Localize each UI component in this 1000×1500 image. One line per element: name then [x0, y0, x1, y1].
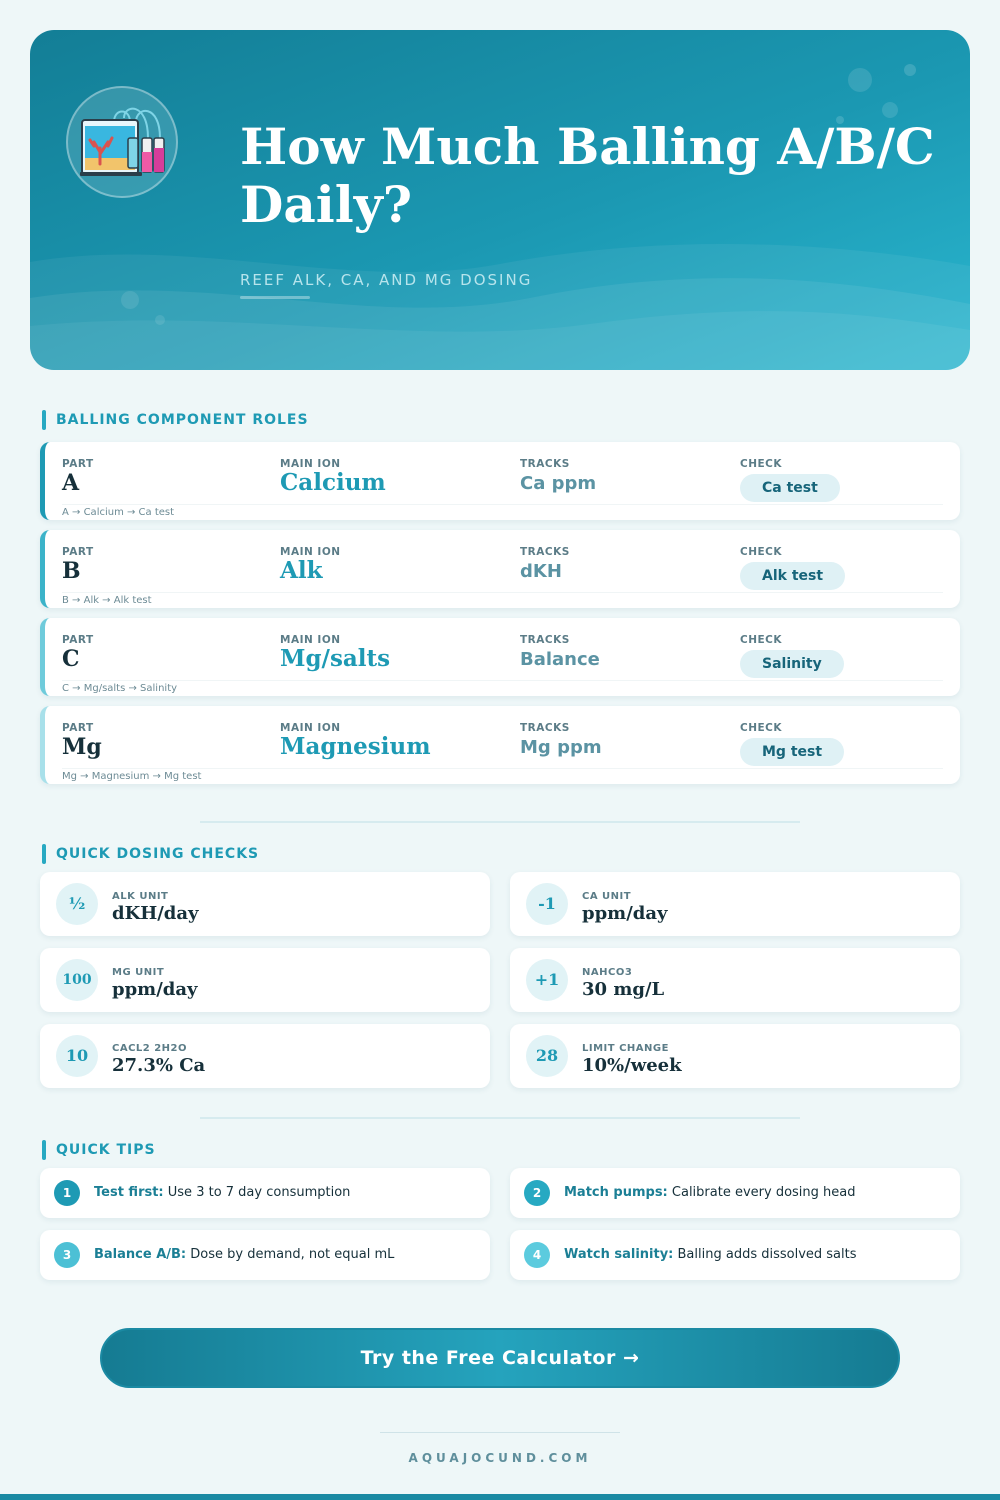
- ion-value: Mg/salts: [280, 645, 391, 672]
- divider: [200, 1117, 800, 1119]
- tracks-value: dKH: [520, 561, 562, 582]
- check-label: CA UNIT: [582, 891, 632, 902]
- check-label: MG UNIT: [112, 967, 165, 978]
- footer-site-link[interactable]: AQUAJOCUND.COM: [408, 1451, 592, 1465]
- dosing-check-card: [40, 948, 490, 1012]
- check-number-badge: 100: [56, 959, 98, 1001]
- tip-text: [94, 1247, 394, 1262]
- tip-card: [510, 1168, 960, 1218]
- check-value: ppm/day: [582, 903, 668, 924]
- dosing-check-card: [510, 948, 960, 1012]
- ion-label: MAIN ION: [280, 634, 341, 646]
- ion-value: Calcium: [280, 469, 386, 496]
- check-badge: Mg test: [740, 738, 844, 766]
- tip-body: Calibrate every dosing head: [667, 1185, 856, 1200]
- tip-number-badge: 3: [54, 1242, 80, 1268]
- ion-label: MAIN ION: [280, 458, 341, 470]
- dosing-check-card: [510, 872, 960, 936]
- role-row: [40, 618, 960, 696]
- role-flow-text: B → Alk → Alk test: [62, 595, 152, 606]
- section-heading-tips: QUICK TIPS: [42, 1140, 156, 1160]
- dosing-check-card: [40, 872, 490, 936]
- check-value: 10%/week: [582, 1055, 682, 1076]
- tip-title: Match pumps:: [564, 1185, 668, 1200]
- tip-card: [40, 1230, 490, 1280]
- section-heading-roles: BALLING COMPONENT ROLES: [42, 410, 309, 430]
- check-number-badge: ½: [56, 883, 98, 925]
- tracks-label: TRACKS: [520, 634, 570, 646]
- role-row: [40, 706, 960, 784]
- calculator-cta-button[interactable]: Try the Free Calculator →: [100, 1328, 900, 1388]
- tracks-value: Mg ppm: [520, 737, 602, 758]
- check-value: dKH/day: [112, 903, 199, 924]
- tip-title: Watch salinity:: [564, 1247, 674, 1262]
- part-label: PART: [62, 458, 94, 470]
- tracks-label: TRACKS: [520, 458, 570, 470]
- part-label: PART: [62, 634, 94, 646]
- tip-number-badge: 2: [524, 1180, 550, 1206]
- hero-banner: [30, 30, 970, 370]
- tip-body: Use 3 to 7 day consumption: [163, 1185, 351, 1200]
- check-label: ALK UNIT: [112, 891, 169, 902]
- check-value: 27.3% Ca: [112, 1055, 206, 1076]
- aquarium-dosing-icon: [66, 86, 178, 198]
- check-badge: Salinity: [740, 650, 844, 678]
- tip-body: Balling adds dissolved salts: [673, 1247, 857, 1262]
- tip-text: [564, 1185, 856, 1200]
- tip-title: Test first:: [94, 1185, 164, 1200]
- check-label: NAHCO3: [582, 967, 633, 978]
- check-number-badge: +1: [526, 959, 568, 1001]
- tip-number-badge: 4: [524, 1242, 550, 1268]
- role-flow-text: C → Mg/salts → Salinity: [62, 683, 178, 694]
- row-divider: [62, 504, 943, 505]
- ion-label: MAIN ION: [280, 722, 341, 734]
- check-label: CACL2 2H2O: [112, 1043, 188, 1054]
- subtitle-underline: [240, 296, 310, 299]
- footer-divider: [380, 1432, 620, 1433]
- part-value: A: [62, 470, 80, 496]
- role-flow-text: Mg → Magnesium → Mg test: [62, 771, 202, 782]
- tip-text: [94, 1185, 350, 1200]
- role-flow-text: A → Calcium → Ca test: [62, 507, 175, 518]
- role-row: [40, 442, 960, 520]
- dosing-check-card: [40, 1024, 490, 1088]
- check-number-badge: -1: [526, 883, 568, 925]
- check-label: CHECK: [740, 722, 783, 734]
- tracks-value: Balance: [520, 649, 600, 670]
- check-value: ppm/day: [112, 979, 198, 1000]
- check-label: CHECK: [740, 634, 783, 646]
- ion-label: MAIN ION: [280, 546, 341, 558]
- tip-number-badge: 1: [54, 1180, 80, 1206]
- tip-title: Balance A/B:: [94, 1247, 187, 1262]
- check-label: LIMIT CHANGE: [582, 1043, 669, 1054]
- part-value: B: [62, 558, 81, 584]
- row-divider: [62, 680, 943, 681]
- check-number-badge: 10: [56, 1035, 98, 1077]
- part-value: Mg: [62, 734, 102, 760]
- part-label: PART: [62, 722, 94, 734]
- tip-body: Dose by demand, not equal mL: [186, 1247, 395, 1262]
- row-divider: [62, 592, 943, 593]
- ion-value: Alk: [280, 557, 323, 584]
- check-badge: Alk test: [740, 562, 845, 590]
- tip-text: [564, 1247, 857, 1262]
- tracks-label: TRACKS: [520, 722, 570, 734]
- page-subtitle: REEF ALK, CA, AND MG DOSING: [240, 271, 533, 289]
- page-title: How Much Balling A/B/C Daily?: [240, 117, 935, 234]
- tracks-value: Ca ppm: [520, 473, 597, 494]
- ion-value: Magnesium: [280, 733, 431, 760]
- divider: [200, 821, 800, 823]
- tip-card: [510, 1230, 960, 1280]
- role-row: [40, 530, 960, 608]
- check-label: CHECK: [740, 546, 783, 558]
- check-badge: Ca test: [740, 474, 840, 502]
- bottom-bar: [0, 1494, 1000, 1500]
- part-label: PART: [62, 546, 94, 558]
- check-number-badge: 28: [526, 1035, 568, 1077]
- section-heading-checks: QUICK DOSING CHECKS: [42, 844, 259, 864]
- part-value: C: [62, 646, 80, 672]
- tracks-label: TRACKS: [520, 546, 570, 558]
- dosing-check-card: [510, 1024, 960, 1088]
- tip-card: [40, 1168, 490, 1218]
- row-divider: [62, 768, 943, 769]
- check-value: 30 mg/L: [582, 979, 665, 1000]
- check-label: CHECK: [740, 458, 783, 470]
